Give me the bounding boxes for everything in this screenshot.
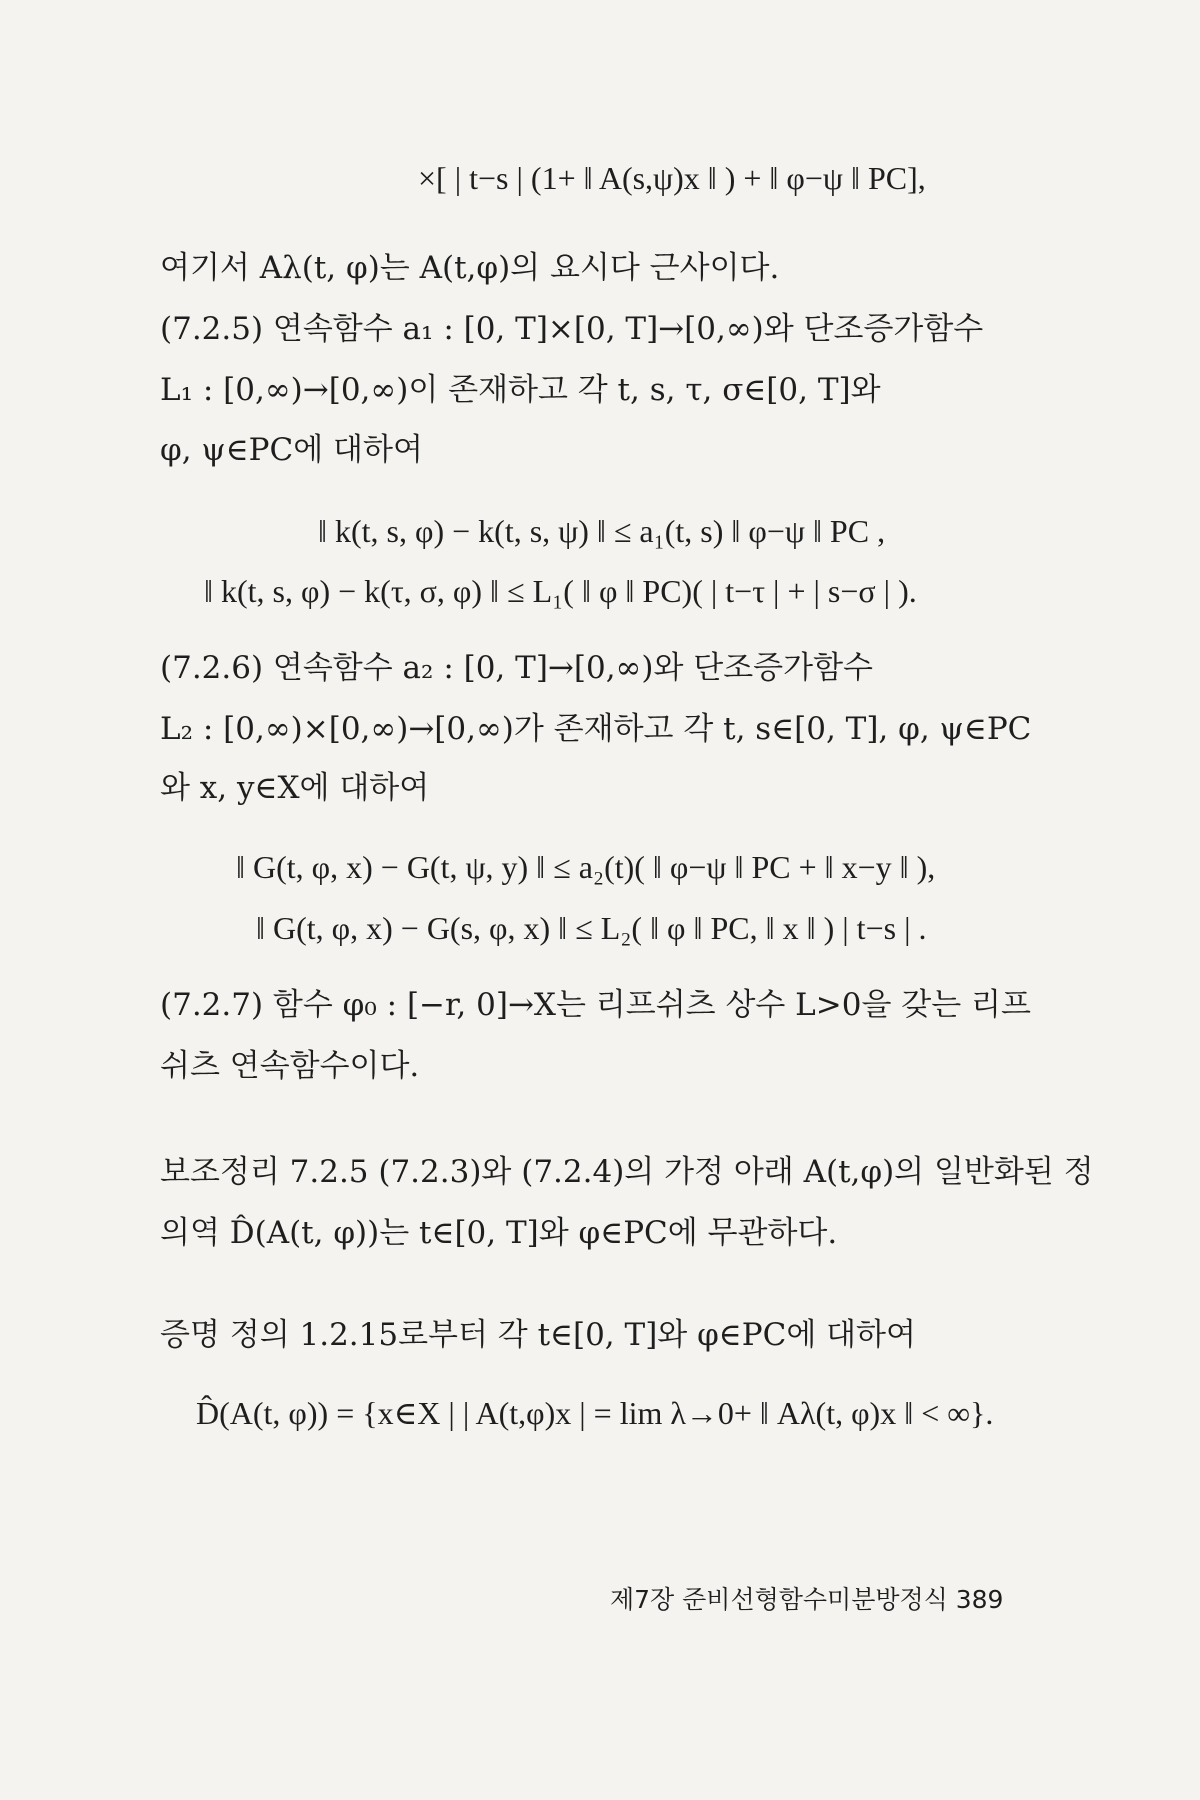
text-line: 쉬츠 연속함수이다. <box>160 1048 420 1084</box>
text-line-yosida: 여기서 Aλ(t, φ)는 A(t,φ)의 요시다 근사이다. <box>160 250 780 286</box>
condition-7-2-5: (7.2.5) 연속함수 a₁ : [0, T]×[0, T]→[0,∞)와 단조증가함수 <box>160 311 984 347</box>
condition-7-2-7: (7.2.7) 함수 φ₀ : [−r, 0]→X는 리프쉬츠 상수 L>0을 갖는 리프 <box>160 987 1031 1023</box>
text-line: φ, ψ∈PC에 대하여 <box>160 432 423 468</box>
text-line: 와 x, y∈X에 대하여 <box>160 770 430 806</box>
inequality-k-1: ‖ k(t, s, φ) − k(t, s, ψ) ‖ ≤ a₁(t, s) ‖ φ−ψ ‖ PC , <box>318 513 886 549</box>
text-line: L₁ : [0,∞)→[0,∞)이 존재하고 각 t, s, τ, σ∈[0, T]와 <box>160 372 881 408</box>
page-footer: 제7장 준비선형함수미분방정식 389 <box>610 1585 1004 1614</box>
proof-line: 증명 정의 1.2.15로부터 각 t∈[0, T]와 φ∈PC에 대하여 <box>160 1317 916 1353</box>
text-line: L₂ : [0,∞)×[0,∞)→[0,∞)가 존재하고 각 t, s∈[0, T], φ, ψ∈PC <box>160 711 1032 747</box>
domain-definition-equation: D̂(A(t, φ)) = {x∈X | | A(t,φ)x | = lim λ→0+ ‖ Aλ(t, φ)x ‖ < ∞}. <box>196 1395 994 1431</box>
inequality-g-1: ‖ G(t, φ, x) − G(t, ψ, y) ‖ ≤ a₂(t)( ‖ φ−ψ ‖ PC + ‖ x−y ‖ ), <box>236 849 936 885</box>
inequality-g-2: ‖ G(t, φ, x) − G(s, φ, x) ‖ ≤ L₂( ‖ φ ‖ PC, ‖ x ‖ ) | t−s | . <box>256 910 927 946</box>
condition-7-2-6: (7.2.6) 연속함수 a₂ : [0, T]→[0,∞)와 단조증가함수 <box>160 650 873 686</box>
continued-inequality-line: ×[ | t−s | (1+ ‖ A(s,ψ)x ‖ ) + ‖ φ−ψ ‖ PC], <box>418 160 926 196</box>
text-line: 의역 D̂(A(t, φ))는 t∈[0, T]와 φ∈PC에 무관하다. <box>160 1215 838 1251</box>
lemma-7-2-5: 보조정리 7.2.5 (7.2.3)와 (7.2.4)의 가정 아래 A(t,φ)의 일반화된 정 <box>160 1154 1094 1190</box>
inequality-k-2: ‖ k(t, s, φ) − k(τ, σ, φ) ‖ ≤ L₁( ‖ φ ‖ PC)( | t−τ | + | s−σ | ). <box>204 573 917 609</box>
